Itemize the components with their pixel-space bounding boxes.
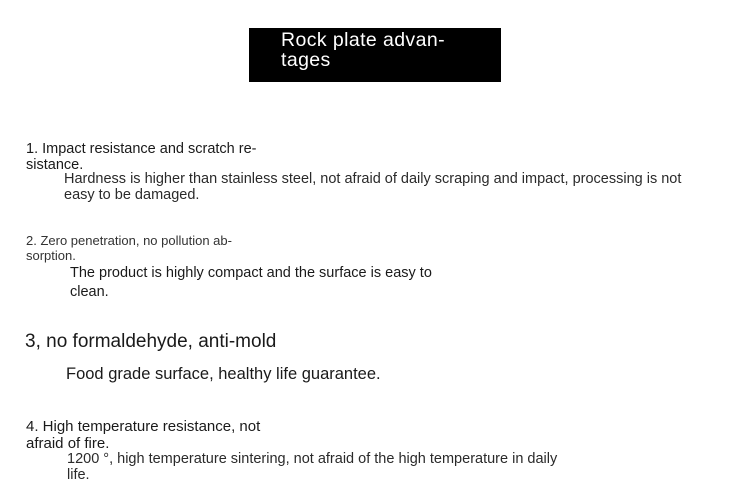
section-2-heading: 2. Zero penetration, no pollution ab- sorption. (26, 233, 232, 263)
section-2-description: The product is highly compact and the surface is easy to clean. (70, 265, 432, 300)
section-1-description: Hardness is higher than stainless steel, not afraid of daily scraping and impact, processing is not easy to be damaged. (64, 171, 682, 203)
section-4-description: 1200 °, high temperature sintering, not afraid of the high temperature in daily life. (67, 451, 558, 483)
section-3-heading: 3, no formaldehyde, anti-mold (25, 331, 277, 352)
title-banner (249, 28, 501, 82)
section-3-description: Food grade surface, healthy life guarantee. (66, 365, 381, 383)
section-4-heading: 4. High temperature resistance, not afraid of fire. (26, 418, 261, 452)
page-title: Rock plate advan- tages (281, 29, 445, 71)
section-1-heading: 1. Impact resistance and scratch re- sistance. (26, 141, 257, 173)
